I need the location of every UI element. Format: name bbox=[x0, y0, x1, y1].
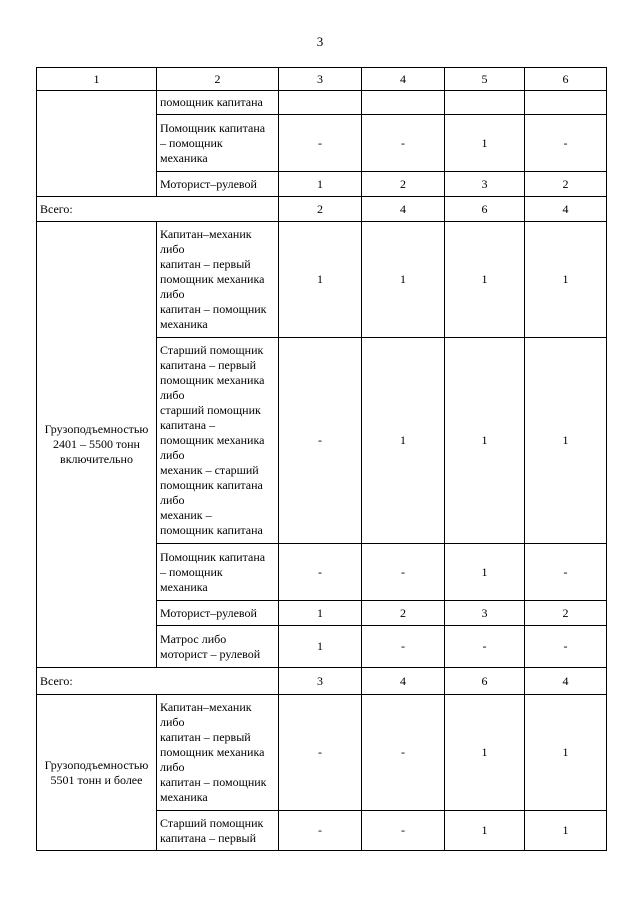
value-cell: 1 bbox=[445, 222, 525, 338]
header-row bbox=[37, 68, 607, 91]
value-cell: 1 bbox=[279, 601, 362, 626]
total-value: 3 bbox=[279, 668, 362, 695]
header-cell: 6 bbox=[525, 68, 607, 91]
value-cell: 1 bbox=[525, 338, 607, 544]
group-cell: Грузоподъемностью 2401 – 5500 тонн включительно bbox=[37, 222, 157, 668]
value-cell: 2 bbox=[362, 172, 445, 197]
total-value: 6 bbox=[445, 197, 525, 222]
table-row bbox=[37, 91, 607, 115]
value-cell bbox=[525, 91, 607, 115]
group-cell bbox=[37, 91, 157, 197]
value-cell: - bbox=[525, 544, 607, 601]
table-row bbox=[37, 222, 607, 338]
value-cell: - bbox=[445, 626, 525, 668]
total-value: 4 bbox=[525, 668, 607, 695]
value-cell: 1 bbox=[279, 626, 362, 668]
value-cell: - bbox=[362, 695, 445, 811]
header-cell: 2 bbox=[157, 68, 279, 91]
value-cell: 1 bbox=[525, 695, 607, 811]
value-cell: 1 bbox=[362, 222, 445, 338]
value-cell: 1 bbox=[445, 338, 525, 544]
total-value: 6 bbox=[445, 668, 525, 695]
total-value: 4 bbox=[362, 668, 445, 695]
value-cell: 3 bbox=[445, 172, 525, 197]
total-value: 4 bbox=[525, 197, 607, 222]
value-cell: 1 bbox=[445, 695, 525, 811]
value-cell: - bbox=[362, 544, 445, 601]
header-cell: 5 bbox=[445, 68, 525, 91]
group-cell: Грузоподъемностью 5501 тонн и более bbox=[37, 695, 157, 851]
role-cell: Моторист–рулевой bbox=[157, 172, 279, 197]
total-value: 4 bbox=[362, 197, 445, 222]
value-cell: - bbox=[525, 626, 607, 668]
table-row bbox=[37, 695, 607, 811]
value-cell: - bbox=[362, 811, 445, 851]
value-cell: 1 bbox=[445, 115, 525, 172]
value-cell: 1 bbox=[445, 811, 525, 851]
role-cell: Капитан–механик либо капитан – первый помощник механика либо капитан – помощник механика bbox=[157, 222, 279, 338]
total-value: 2 bbox=[279, 197, 362, 222]
value-cell: - bbox=[362, 115, 445, 172]
role-cell: Моторист–рулевой bbox=[157, 601, 279, 626]
role-cell: Помощник капитана – помощник механика bbox=[157, 115, 279, 172]
value-cell: 2 bbox=[525, 601, 607, 626]
role-cell: Старший помощник капитана – первый bbox=[157, 811, 279, 851]
value-cell: 2 bbox=[525, 172, 607, 197]
total-row bbox=[37, 668, 607, 695]
total-label: Всего: bbox=[37, 197, 279, 222]
value-cell: 1 bbox=[279, 222, 362, 338]
role-cell: Помощник капитана – помощник механика bbox=[157, 544, 279, 601]
crew-table bbox=[36, 67, 607, 851]
header-cell: 4 bbox=[362, 68, 445, 91]
value-cell: 2 bbox=[362, 601, 445, 626]
value-cell: - bbox=[525, 115, 607, 172]
value-cell bbox=[362, 91, 445, 115]
value-cell: - bbox=[279, 695, 362, 811]
value-cell: 1 bbox=[525, 222, 607, 338]
value-cell: 1 bbox=[525, 811, 607, 851]
role-cell: помощник капитана bbox=[157, 91, 279, 115]
role-cell: Капитан–механик либо капитан – первый помощник механика либо капитан – помощник механика bbox=[157, 695, 279, 811]
value-cell: 1 bbox=[279, 172, 362, 197]
header-cell: 1 bbox=[37, 68, 157, 91]
value-cell: 1 bbox=[445, 544, 525, 601]
value-cell bbox=[279, 91, 362, 115]
value-cell: 1 bbox=[362, 338, 445, 544]
total-label: Всего: bbox=[37, 668, 279, 695]
role-cell: Старший помощник капитана – первый помощник механика либо старший помощник капитана – помощник механика либо механик – старший помощник капитана либо механик – помощник капитана bbox=[157, 338, 279, 544]
header-cell: 3 bbox=[279, 68, 362, 91]
value-cell: - bbox=[279, 544, 362, 601]
value-cell: - bbox=[362, 626, 445, 668]
value-cell bbox=[445, 91, 525, 115]
role-cell: Матрос либо моторист – рулевой bbox=[157, 626, 279, 668]
value-cell: - bbox=[279, 811, 362, 851]
page-number: 3 bbox=[316, 34, 324, 49]
value-cell: 3 bbox=[445, 601, 525, 626]
value-cell: - bbox=[279, 115, 362, 172]
total-row bbox=[37, 197, 607, 222]
value-cell: - bbox=[279, 338, 362, 544]
